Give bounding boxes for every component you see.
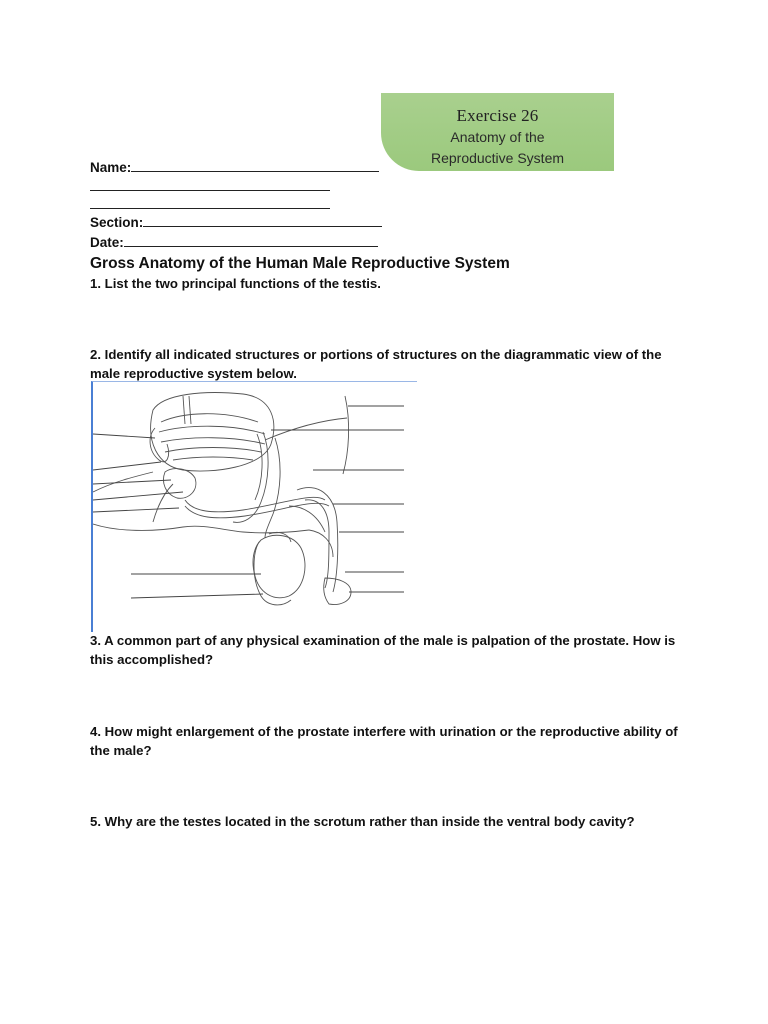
- blank-row-1: [90, 178, 330, 194]
- question-1: 1. List the two principal functions of the testis.: [90, 276, 381, 291]
- date-field[interactable]: [124, 234, 378, 247]
- name-field[interactable]: [131, 159, 379, 172]
- question-2: 2. Identify all indicated structures or portions of structures on the diagrammatic view of the male reproductive system below.: [90, 347, 662, 381]
- section-row: [90, 214, 382, 230]
- blank-field-1[interactable]: [90, 178, 330, 191]
- question-4: 4. How might enlargement of the prostate interfere with urination or the reproductive ability of the male?: [90, 724, 678, 758]
- exercise-subtitle-line2: Reproductive System: [430, 150, 565, 166]
- reproductive-system-diagram: [91, 381, 417, 632]
- exercise-title: Exercise 26: [456, 106, 539, 125]
- blank-field-2[interactable]: [90, 196, 330, 209]
- question-5: 5. Why are the testes located in the scrotum rather than inside the ventral body cavity?: [90, 814, 635, 829]
- blank-row-2: [90, 196, 330, 212]
- name-row: [90, 159, 379, 175]
- date-row: [90, 234, 378, 250]
- name-label: Name:: [90, 160, 132, 175]
- section-heading: Gross Anatomy of the Human Male Reproductive System: [90, 255, 510, 272]
- exercise-banner: [381, 93, 614, 171]
- section-field[interactable]: [143, 214, 382, 227]
- exercise-subtitle-line1: Anatomy of the: [450, 129, 545, 145]
- question-3: 3. A common part of any physical examination of the male is palpation of the prostate. How is this accomplished?: [90, 633, 676, 667]
- section-label: Section:: [90, 215, 144, 230]
- date-label: Date:: [90, 235, 124, 250]
- diagram-drawing: [93, 382, 415, 631]
